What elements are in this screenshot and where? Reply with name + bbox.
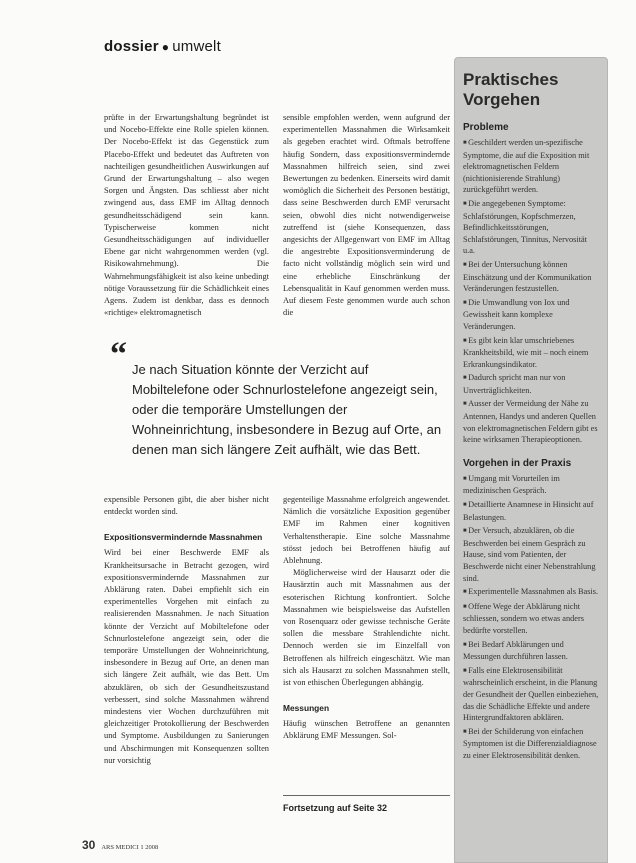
list-item: ■ Bei der Schilderung von einfachen Symptomen ist die Differenzialdiagnose zu einer Elektrosensibilität denken. [463, 726, 599, 762]
paragraph: expensible Personen gibt, die aber bisher nicht entdeckt worden sind. [104, 495, 269, 517]
pull-quote-text: Je nach Situation könnte der Verzicht auf Mobiltelefone oder Schnurlostelefone angezeigt sein, oder die temporäre Umstellungen der Wohneinrichtung, insbesondere in Bezug auf Orte, an denen man sich längere Zeit aufhält, wie das Bett. [132, 362, 442, 457]
column-2-bottom [283, 494, 450, 824]
bullet-dot-icon: ● [161, 40, 170, 54]
paragraph: Wird bei einer Beschwerde EMF als Krankheitsursache in Betracht gezogen, wird expositionsvermindernde Massnahmen zur Abklärung raten. Dabei empfiehlt sich ein experimentelles Vorgehen mit einfach zu realisierenden Massnahmen. Je nach Situation könnte der Verzicht auf Mobiltelefone oder Schnurlostelefone angezeigt sein, oder die temporäre Umstellungen der Wohneinrichtung, insbesondere in Bezug auf Orte, an denen man sich längere Zeit aufhält, wie das Bett. Um abzuklären, ob sich der Gesundheitszustand verbessert, sind solche Massnahmen während mindestens vier Wochen durchzuführen mit gleichzeitiger Protokollierung der Beschwerden und Symptome. Ausbildungen zu Sanierungen und Abschirmungen mit Konsequenzen sollten nur vorsichtig [104, 548, 269, 765]
list-item: ■ Die angegebenen Symptome: Schlafstörungen, Kopfschmerzen, Befindlichkeitsstörungen, Schlafstörungen, Tinnitus, Nervosität u.a. [463, 198, 599, 257]
paragraph: sensible empfohlen werden, wenn aufgrund der experimentellen Massnahmen die Wirksamkeit als gegeben erachtet wird. Oftmals betroffene häufig Sondern, dass expositionsvermindernde Massnahmen hilfreich seien, sind zwei Bewertungen zu bedenken. Einerseits wird damit womöglich die Sicherheit des Personen bestätigt, dass seine Beschwerden durch EMF verursacht seien, obwohl dies nicht notwendigerweise zutreffend ist (siehe Konsequenzen, dass angesichts der Allgegenwart von EMF im Alltag die angestrebte Expositionsverminderung de facto nicht vollständig möglich sein wird und eine erhebliche Einschränkung der Lebensqualität in Kauf genommen werden muss. Auf diesem Feste genommen wurde auch schon die [283, 113, 450, 318]
paragraph: prüfte in der Erwartungshaltung begründet ist und Nocebo-Effekte eine Rolle spielen können. Der Nocebo-Effekt ist das Gegenstück zum Placebo-Effekt und bedeutet das Auftreten von nachteiligen gesundheitlichen Auswirkungen auf Grund der Erwartungshaltung – also wegen Sorgen und Ängsten. Das schliesst aber nicht zwingend aus, dass EMF im Alltag dennoch gesundheitsschädigend sein kann. Typischerweise kommen nicht Gesundheitsschädigungen auf individueller Ebene gar nicht wahrgenommen werden (vgl. Risikowahrnehmung). Die Wahrnehmungsfähigkeit ist also keine unbedingt nötige Voraussetzung für die Schädlichkeit eines Agens. Zudem ist denkbar, dass es dennoch «richtige» elektromagnetisch [104, 113, 269, 318]
pull-quote [110, 360, 445, 460]
list-item: ■ Offene Wege der Abklärung nicht schliessen, sondern wo etwas anders bedürfte vorstellen. [463, 601, 599, 637]
quote-mark-icon: “ [110, 336, 127, 373]
column-1-top [104, 112, 269, 334]
list-item: ■ Falls eine Elektrosensibilität wahrscheinlich erscheint, in die Planung der Gesundheit der Quellen einbeziehen, das die Schädliche Effekte und andere Hintergrundfaktoren abklären. [463, 665, 599, 724]
paragraph: Möglicherweise wird der Hausarzt oder die Hausärztin auch mit Massnahmen aus der esoterischen Richtung konfrontiert. Solche Massnahmen wie beispielsweise das Aufstellen von Rosenquarz oder gewisse technische Geräte sollen die messbare Strahlendichte nicht. Dennoch werden sie im Einzelfall von Betroffenen als hilfreich eingeschätzt. Wie man sich als Hausarzt zu solchen Massnahmen stellt, ist von ethischen Überlegungen abhängig. [283, 568, 450, 688]
continuation-note: Fortsetzung auf Seite 32 [283, 803, 388, 813]
paragraph: Häufig wünschen Betroffene an genannten Abklärung EMF Messungen. Sol- [283, 719, 450, 741]
paragraph: gegenteilige Massnahme erfolgreich angewendet. Nämlich die vorsätzliche Exposition gegenüber EMF im Rahmen einer kognitiven Verhaltenstherapie. Eine solche Massnahme stösst jedoch bei Betroffenen häufig auf Ablehnung. [283, 495, 450, 566]
practice-list [455, 473, 607, 762]
subheading: Expositionsvermindernde Massnahmen [104, 532, 263, 543]
list-item: ■ Ausser der Vermeidung der Nähe zu Antennen, Handys und anderen Quellen von elektromagnetischen Feldern gibt es keine wirksamen Therapieoptionen. [463, 398, 599, 445]
topic-label: umwelt [172, 38, 221, 55]
list-item: ■ Experimentelle Massnahmen als Basis. [463, 586, 599, 599]
page-footer [82, 838, 158, 852]
list-item: ■ Umgang mit Vorurteilen im medizinischen Gespräch. [463, 473, 599, 497]
list-item: ■ Detaillierte Anamnese in Hinsicht auf Belastungen. [463, 499, 599, 523]
section-header [104, 38, 221, 55]
problems-heading: Probleme [463, 122, 509, 133]
problems-list [455, 137, 607, 446]
sidebar-title: Praktisches Vorgehen [463, 70, 559, 109]
section-label: dossier [104, 38, 159, 55]
divider [283, 795, 450, 796]
list-item: ■ Dadurch spricht man nur von Unverträglichkeiten. [463, 372, 599, 396]
publication-name: ARS MEDICI 1 2008 [101, 844, 159, 851]
list-item: ■ Es gibt kein klar umschriebenes Krankheitsbild, wie mit – noch einem Erkrankungsindikator. [463, 335, 599, 371]
page-number: 30 [82, 838, 96, 852]
practice-heading: Vorgehen in der Praxis [463, 457, 572, 469]
column-2-top [283, 112, 450, 334]
list-item: ■ Bei der Untersuchung können Einschätzung und der Kommunikation Veränderungen festzustellen. [463, 259, 599, 295]
sidebar-box [454, 57, 608, 863]
subheading: Messungen [283, 703, 330, 714]
column-1-bottom [104, 494, 269, 824]
list-item: ■ Die Umwandlung von Iox und Gewissheit kann komplexe Veränderungen. [463, 297, 599, 333]
list-item: ■ Bei Bedarf Abklärungen und Messungen durchführen lassen. [463, 639, 599, 663]
list-item: ■ Geschildert werden un-spezifische Symptome, die auf die Exposition mit elektromagnetischen Feldern (nichtionisierende Strahlung) zurückgeführt werden. [463, 137, 599, 196]
list-item: ■ Der Versuch, abzuklären, ob die Beschwerden bei einem Gespräch zu Hause, sind vom Patienten, der Beschwerde nicht einer Nebenstrahlung sind. [463, 525, 599, 584]
